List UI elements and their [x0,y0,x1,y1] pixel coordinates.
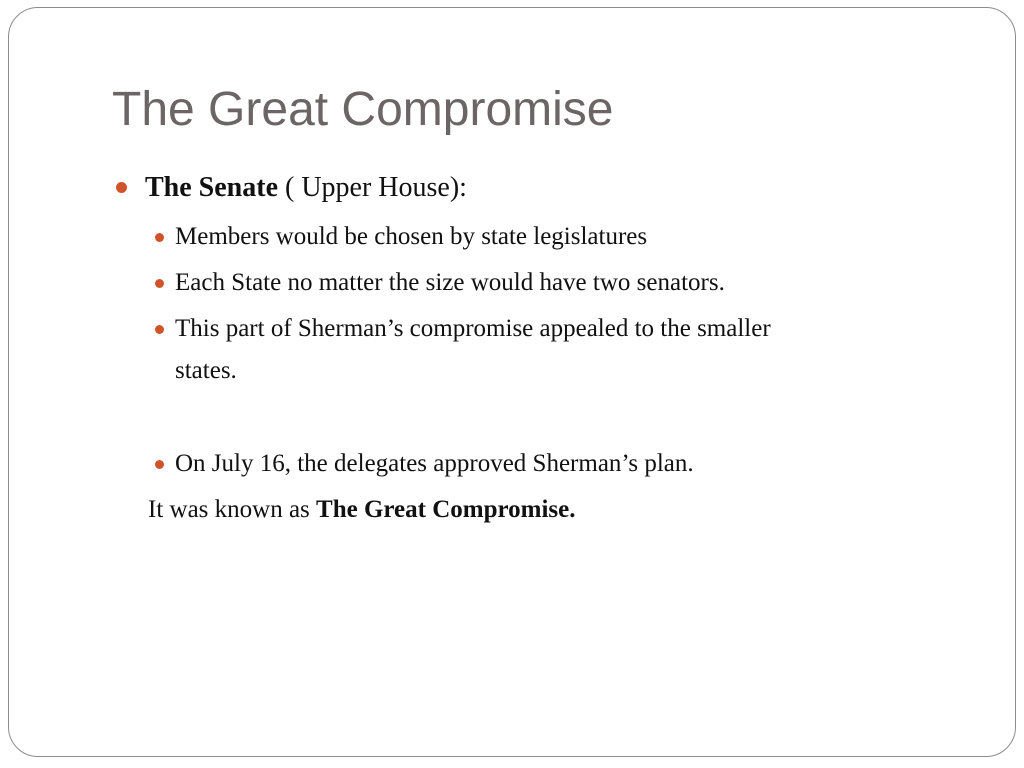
bullet-icon [116,182,127,193]
bullet-icon [155,325,164,334]
subpoint-sherman-line2: states. [175,357,237,384]
subpoint-sherman-line1: This part of Sherman’s compromise appealed to the smaller [175,315,771,342]
senate-label: The Senate [145,172,278,203]
bullet-icon [155,279,164,288]
subpoint-july-16: On July 16, the delegates approved Sherman’s plan. [175,450,694,477]
bullet-senate [145,171,467,205]
bullet-icon [155,460,164,469]
bullet-icon [155,233,164,242]
senate-description: ( Upper House): [278,172,467,203]
closing-prefix: It was known as [148,496,317,523]
subpoint-members: Members would be chosen by state legislatures [175,223,648,250]
subpoint-each-state: Each State no matter the size would have two senators. [175,269,725,296]
slide-title: The Great Compromise [112,83,614,136]
closing-emphasis: The Great Compromise. [316,496,576,523]
closing-line [148,495,576,525]
